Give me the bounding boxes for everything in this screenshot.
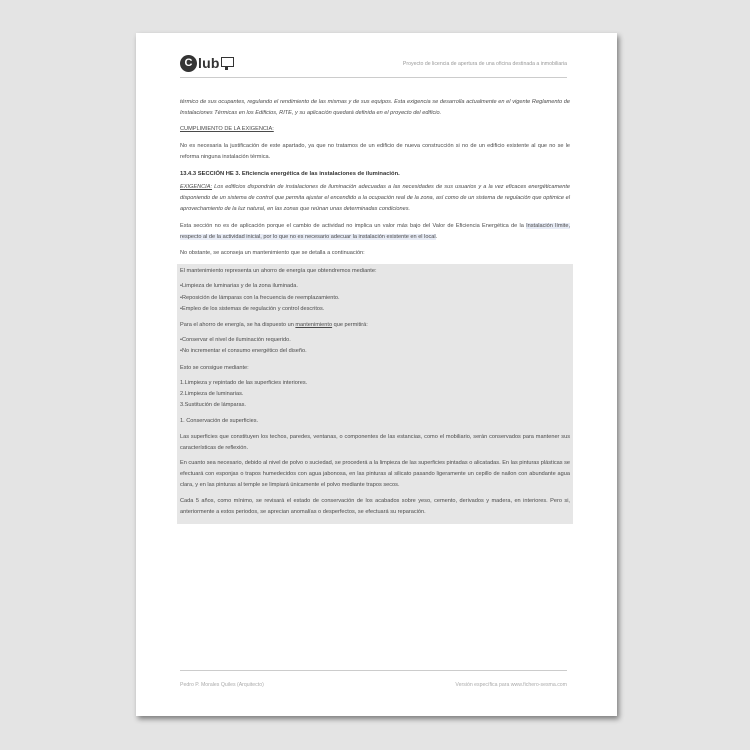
list-item: •Limpieza de luminarias y de la zona iluminada. <box>180 283 298 290</box>
paragraph-mantenimiento-aconseja: No obstante, se aconseja un mantenimiento que se detalla a continuación: <box>180 250 365 257</box>
aplicacion-text-start: Esta sección no es de aplicación porque el cambio de actividad no implica un valor más bajo del Valor de Eficiencia Energética de la <box>180 222 527 229</box>
list-item: •Empleo de los sistemas de regulación y control descritos. <box>180 305 325 312</box>
maintenance-block <box>177 264 573 524</box>
footer-divider <box>180 670 567 671</box>
ahorro-text-start: Para el ahorro de energía, se ha dispuesto un <box>180 322 296 329</box>
paragraph-ahorro <box>180 320 570 331</box>
list-item: •No incrementar el consumo energético del diseño. <box>180 348 307 355</box>
conservacion-title: 1. Conservación de superficies. <box>180 418 259 425</box>
aplicacion-text-end: . <box>435 233 438 240</box>
paragraph-aplicacion <box>180 221 570 243</box>
ahorro-underlined: mantenimiento <box>295 322 333 329</box>
ahorro-text-end: que permitirá: <box>332 322 368 329</box>
footer-author: Pedro P. Morales Quiles (Arquitecto) <box>180 682 264 688</box>
club-logo <box>180 53 234 73</box>
document-page <box>136 33 617 716</box>
section-heading: 13.4.3 SECCIÓN HE 3. Eficiencia energética de las instalaciones de iluminación. <box>180 171 400 178</box>
paragraph-limpieza: En cuanto sea necesario, debido al nivel de polvo o suciedad, se procederá a la limpieza de las superficies pintadas o alicatadas. En las pinturas plásticas se efectuará con esponjas o trapos humedecidos con agua jabonosa, en las pinturas al silicato pasando ligeramente un cepillo de nailon con abundante agua clara, y en las pinturas al temple se limpiará únicamente el polvo mediante trapos secos. <box>180 460 570 489</box>
paragraph-rite: térmico de sus ocupantes, regulando el rendimiento de las mismas y de sus equipos. Esta exigencia se desarrolla actualmente en el vigente Reglamento de Instalaciones Térmicas en los Edificios, RITE, y su aplicación quedará definida en el proyecto del edificio. <box>180 99 570 117</box>
list-item: 2.Limpieza de luminarias. <box>180 391 244 398</box>
logo-tv-icon <box>221 57 234 67</box>
exigencia-text: Los edificios dispondrán de instalaciones de iluminación adecuadas a las necesidades de sus usuarios y a la vez eficaces energéticamente disponiendo de un sistema de control que permita ajustar el encendido a la ocupación real de la zona, así como de un sistema de regulación que optimice el aprovechamiento de la luz natural, en las zonas que reúnan unas determinadas condiciones. <box>180 184 570 213</box>
logo-text: lub <box>198 55 220 71</box>
list-item: 3.Sustitución de lámparas. <box>180 402 246 409</box>
list-item: •Conservar el nivel de iluminación requerido. <box>180 337 291 344</box>
header-divider <box>180 77 567 78</box>
document-body <box>180 97 570 524</box>
logo-circle-letter: C <box>180 55 197 72</box>
cumplimiento-label: CUMPLIMIENTO DE LA EXIGENCIA: <box>180 126 274 133</box>
exigencia-label: EXIGENCIA: <box>180 184 213 191</box>
paragraph-revision: Cada 5 años, como mínimo, se revisará el estado de conservación de los acabados sobre yeso, cemento, derivados y madera, en interiores. Pero si, anteriormente a estos periodos, se aprecian anomalías o desperfectos, se efectuará su reparación. <box>180 497 570 515</box>
header-title: Proyecto de licencia de apertura de una oficina destinada a inmobiliaria <box>402 61 567 67</box>
maintenance-intro: El mantenimiento representa un ahorro de energía que obtendremos mediante: <box>180 268 377 275</box>
list-item: •Reposición de lámparas con la frecuencia de reemplazamiento. <box>180 294 340 301</box>
paragraph-justificacion: No es necesaria la justificación de este apartado, ya que no tratamos de un edificio de nueva construcción si no de un edificio existente al que no se le reforma ninguna instalación térmica. <box>180 142 570 160</box>
paragraph-superficies: Las superficies que constituyen los techos, paredes, ventanas, o componentes de las estancias, como el mobiliario, serán conservados para mantener sus características de reflexión. <box>180 433 570 451</box>
paragraph-exigencia <box>180 182 570 216</box>
footer-version: Versión específica para www.fichero-sesma.com <box>455 682 567 688</box>
selected-text[interactable]: Instalación límite, respecto al de la actividad inicial, por lo que no es necesario adecuar la instalación existente en el local <box>180 222 571 240</box>
paragraph-consigue: Esto se consigue mediante: <box>180 364 249 371</box>
list-item: 1.Limpieza y repintado de las superficies interiores. <box>180 379 308 386</box>
